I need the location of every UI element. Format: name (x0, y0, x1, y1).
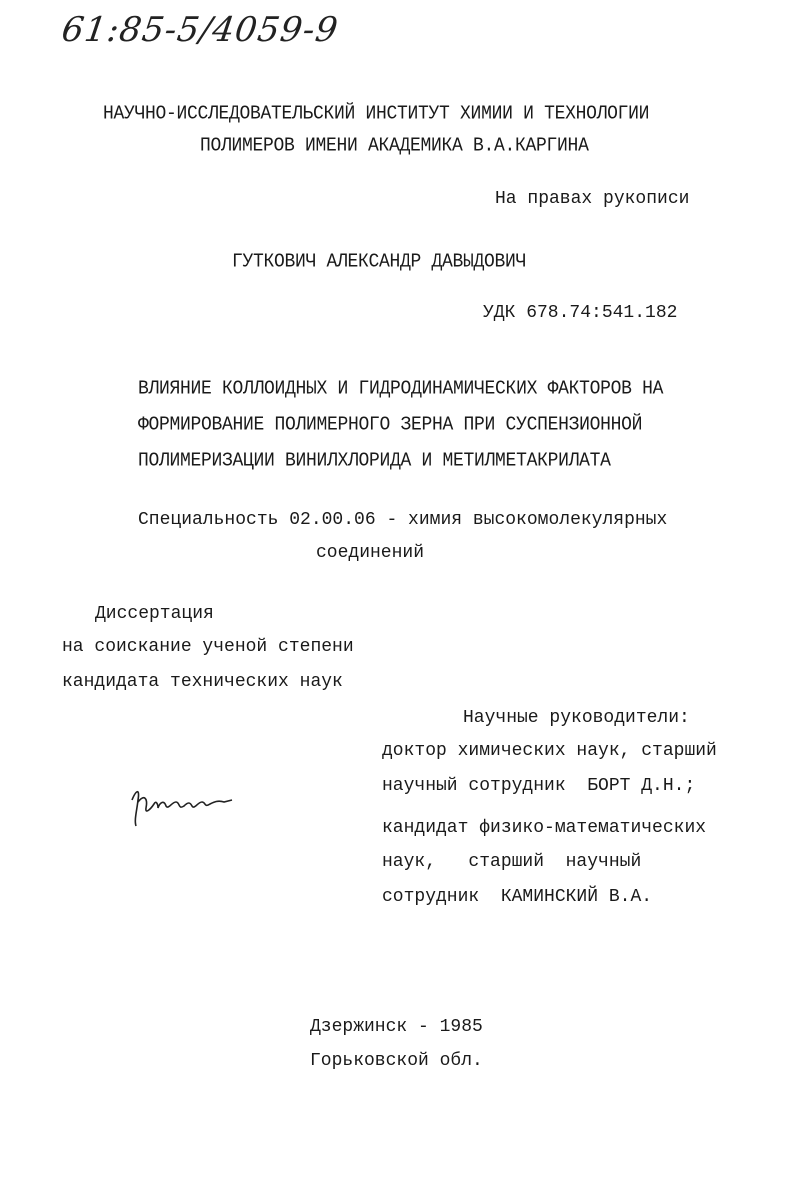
institute-line-2: ПОЛИМЕРОВ ИМЕНИ АКАДЕМИКА В.А.КАРГИНА (200, 135, 589, 157)
institute-line-1: НАУЧНО-ИССЛЕДОВАТЕЛЬСКИЙ ИНСТИТУТ ХИМИИ И ТЕХНОЛОГИИ (103, 103, 650, 125)
title-line-3: ПОЛИМЕРИЗАЦИИ ВИНИЛХЛОРИДА И МЕТИЛМЕТАКРИЛАТА (138, 450, 611, 472)
supervisor-line: сотрудник КАМИНСКИЙ В.А. (382, 887, 653, 907)
specialty-line-1: Специальность 02.00.06 - химия высокомолекулярных (138, 510, 668, 530)
title-line-2: ФОРМИРОВАНИЕ ПОЛИМЕРНОГО ЗЕРНА ПРИ СУСПЕНЗИОННОЙ (138, 414, 643, 436)
place-year: Дзержинск - 1985 (310, 1017, 483, 1037)
author-name: ГУТКОВИЧ АЛЕКСАНДР ДАВЫДОВИЧ (232, 251, 527, 273)
specialty-line-2: соединений (316, 543, 425, 563)
manuscript-note: На правах рукописи (495, 189, 690, 209)
author-signature (128, 780, 238, 830)
supervisor-line: научный сотрудник БОРТ Д.Н.; (382, 776, 696, 796)
title-line-1: ВЛИЯНИЕ КОЛЛОИДНЫХ И ГИДРОДИНАМИЧЕСКИХ ФАКТОРОВ НА (138, 378, 664, 400)
supervisor-line: доктор химических наук, старший (382, 741, 717, 761)
place-region: Горьковской обл. (310, 1051, 483, 1071)
supervisors-heading: Научные руководители: (463, 708, 690, 728)
degree-line-3: кандидата технических наук (62, 672, 343, 692)
supervisor-line: наук, старший научный (382, 852, 642, 872)
degree-line-2: на соискание ученой степени (62, 637, 354, 657)
udc-code: УДК 678.74:541.182 (483, 303, 678, 323)
handwritten-archive-number: 61:85-5/4059-9 (59, 10, 342, 50)
supervisor-line: кандидат физико-математических (382, 818, 707, 838)
degree-line-1: Диссертация (95, 604, 214, 624)
